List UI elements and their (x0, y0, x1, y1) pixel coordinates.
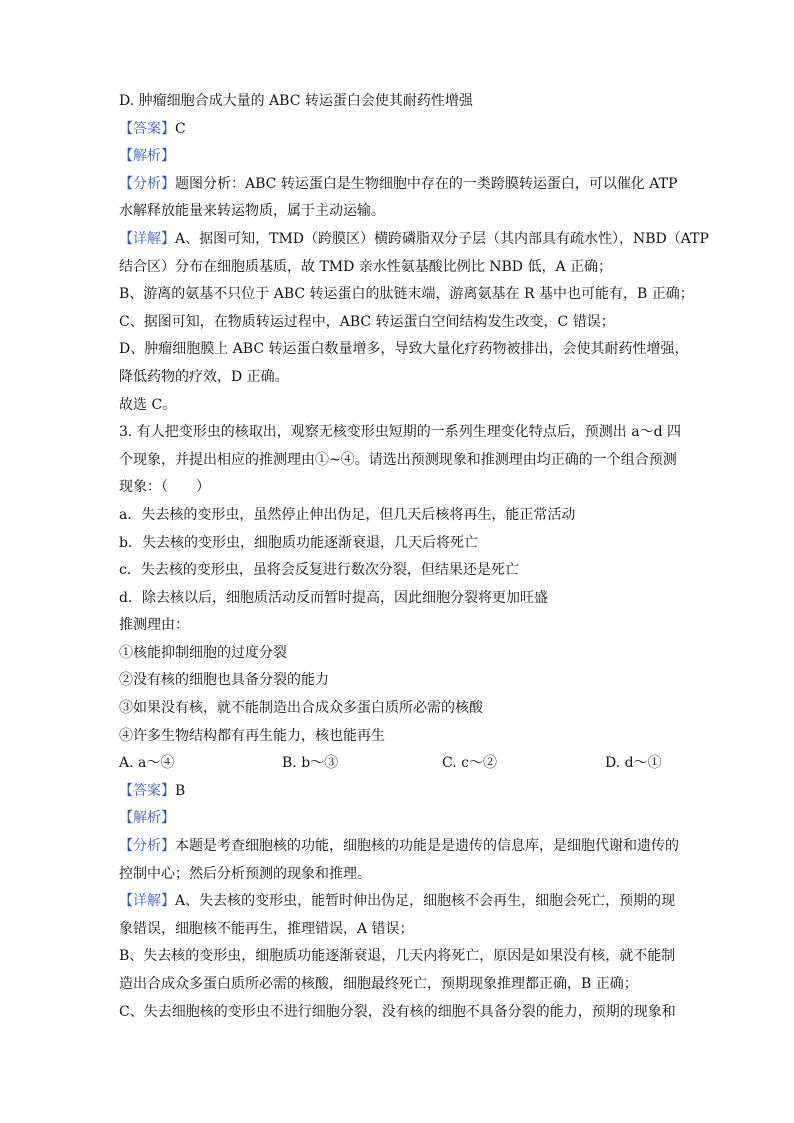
q3-xiangjie-line-c1: C、失去细胞核的变形虫不进行细胞分裂，没有核的细胞不具备分裂的能力，预期的现象和 (119, 1003, 676, 1020)
q3-xiangjie-line-b1: B、失去核的变形虫，细胞质功能逐渐衰退，几天内将死亡，原因是如果没有核，就不能制 (119, 948, 676, 965)
reason-3: ③如果没有核，就不能制造出合成众多蛋白质所必需的核酸 (119, 700, 483, 717)
phenomenon-d: d．除去核以后，细胞质活动反而暂时提高，因此细胞分裂将更加旺盛 (119, 589, 548, 606)
xiangjie-tag: 【详解】 (119, 230, 175, 247)
analysis-tag: 【解析】 (119, 148, 175, 165)
reason-4: ④许多生物结构都有再生能力，核也能再生 (119, 727, 385, 744)
q3-answer-tag: 【答案】 (119, 782, 175, 799)
q3-fenxi-line-1 (119, 833, 679, 861)
fenxi-line-1 (119, 171, 678, 199)
phenomenon-c: c．失去核的变形虫，虽将会反复进行数次分裂，但结果还是死亡 (119, 562, 519, 579)
question-stem-line-1: 3. 有人把变形虫的核取出，观察无核变形虫短期的一系列生理变化特点后，预测出 a～d 四 (119, 424, 682, 441)
question-stem-line-3: 现象：（ ） (119, 479, 210, 496)
answer-line (119, 116, 675, 144)
analysis-heading (119, 143, 675, 171)
answer-options (119, 750, 675, 778)
option-b: B. b～③ (282, 755, 339, 772)
reason-heading: 推测理由： (119, 617, 189, 634)
fenxi-text: 题图分析：ABC 转运蛋白是生物细胞中存在的一类跨膜转运蛋白，可以催化 ATP (175, 175, 678, 192)
answer-tag: 【答案】 (119, 120, 175, 137)
xiangjie-line-c: C、据图可知，在物质转运过程中，ABC 转运蛋白空间结构发生改变，C 错误； (119, 313, 615, 330)
option-a: A. a～④ (119, 755, 175, 772)
q3-analysis-heading (119, 805, 675, 833)
q3-xiangjie-line-a1 (119, 888, 675, 916)
xiangjie-line-d2: 降低药物的疗效，D 正确。 (119, 368, 289, 385)
xiangjie-line-a1 (119, 226, 709, 254)
xiangjie-line-d1: D、肿瘤细胞膜上 ABC 转运蛋白数量增多，导致大量化疗药物被排出，会使其耐药性增强， (119, 341, 689, 358)
fenxi-tag: 【分析】 (119, 175, 175, 192)
q3-answer-line (119, 778, 675, 806)
xiangjie-line-b: B、游离的氨基不只位于 ABC 转运蛋白的肽链末端，游离氨基在 R 基中也可能有，B 正确； (119, 286, 694, 303)
option-c: C. c～② (442, 755, 497, 772)
q3-xiangjie-tag: 【详解】 (119, 893, 175, 910)
phenomenon-b: b．失去核的变形虫，细胞质功能逐渐衰退，几天后将死亡 (119, 534, 478, 551)
q3-fenxi-tag: 【分析】 (119, 838, 175, 855)
q3-fenxi-text: 本题是考查细胞核的功能，细胞核的功能是是遗传的信息库，是细胞代谢和遗传的 (175, 838, 679, 855)
xiangjie-line-a2: 结合区）分布在细胞质基质，故 TMD 亲水性氨基酸比例比 NBD 低，A 正确； (119, 258, 613, 275)
answer-value: C (175, 120, 186, 137)
q3-xiangjie-line-b2: 造出合成众多蛋白质所必需的核酸，细胞最终死亡，预期现象推理都正确，B 正确； (119, 976, 638, 992)
option-d: D. d～① (605, 755, 662, 772)
xiangjie-text: A、据图可知，TMD（跨膜区）横跨磷脂双分子层（其内部具有疏水性），NBD（ATP (175, 230, 709, 247)
question-stem-line-2: 个现象，并提出相应的推测理由①~④。请选出预测现象和推测理由均正确的一个组合预测 (119, 451, 677, 468)
q3-xiangjie-text: A、失去核的变形虫，能暂时伸出伪足，细胞核不会再生，细胞会死亡，预期的现 (175, 893, 676, 910)
reason-2: ②没有核的细胞也具备分裂的能力 (119, 672, 329, 689)
phenomenon-a: a．失去核的变形虫，虽然停止伸出伪足，但几天后核将再生，能正常活动 (119, 506, 576, 523)
fenxi-line-2: 水解释放能量来转运物质，属于主动运输。 (119, 203, 385, 220)
option-d-text: D. 肿瘤细胞合成大量的 ABC 转运蛋白会使其耐药性增强 (119, 93, 473, 109)
reason-1: ①核能抑制细胞的过度分裂 (119, 644, 287, 661)
q3-fenxi-line-2: 控制中心；然后分析预测的现象和推理。 (119, 865, 371, 882)
q3-analysis-tag: 【解析】 (119, 810, 175, 827)
conclusion-line: 故选 C。 (119, 396, 177, 413)
q3-answer-value: B (175, 782, 186, 799)
document-page (119, 88, 709, 1026)
q3-xiangjie-line-a2: 象错误，细胞核不能再生，推理错误，A 错误； (119, 920, 414, 937)
